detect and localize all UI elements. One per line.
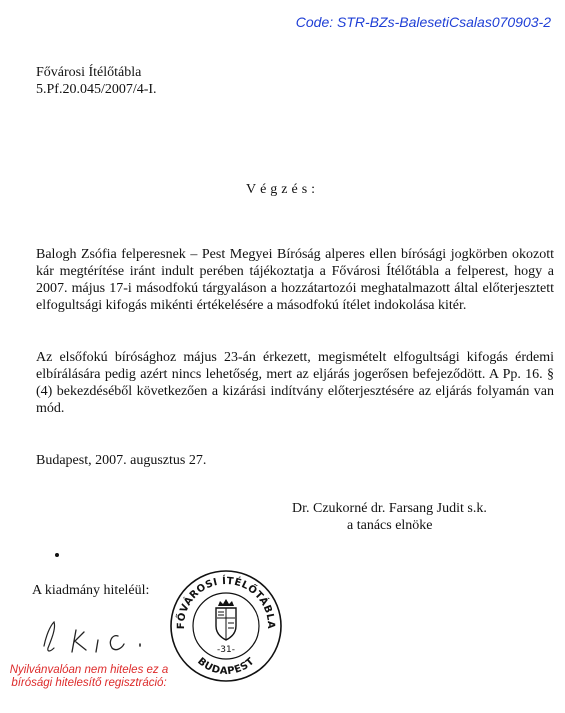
ink-dot (55, 553, 59, 557)
authentication-label: A kiadmány hiteléül: (32, 583, 150, 598)
stamp-bottom-text: BUDAPEST (195, 655, 257, 678)
court-header (36, 64, 157, 98)
place-and-date: Budapest, 2007. augusztus 27. (36, 453, 207, 468)
court-name: Fővárosi Ítélőtábla (36, 65, 142, 80)
signatory-block (292, 500, 487, 534)
registry-note-line-2: bírósági hitelesítő regisztráció: (11, 677, 167, 689)
document-title: Végzés: (245, 182, 320, 197)
stamp-top-text: FŐVÁROSI ÍTÉLŐTÁBLA (175, 575, 277, 630)
case-number: 5.Pf.20.045/2007/4-I. (36, 82, 157, 97)
registry-note-line-1: Nyilvánvalóan nem hiteles ez a (9, 664, 169, 676)
registry-warning-note (0, 664, 178, 690)
body-paragraph-1: Balogh Zsófia felperesnek – Pest Megyei Bíróság alperes ellen bírósági jogkörben okozott kár megtérítése iránt indult perében tájékoztatja a Fővárosi Ítélőtábla a felperest, hogy a 2007. május 17-i másodfokú tárgyaláson a hozzátartozói meghatalmazott által előterjesztett elfogultsági kifogás mikénti értékelésére a másodfokú ítélet indokolása kitér. (36, 247, 554, 313)
signatory-name: Dr. Czukorné dr. Farsang Judit s.k. (292, 501, 487, 516)
court-seal-stamp (168, 568, 284, 684)
handwritten-signature (36, 618, 166, 658)
stamp-number: -31- (217, 645, 235, 655)
coat-of-arms-icon (216, 599, 236, 640)
signatory-role: a tanács elnöke (347, 518, 433, 533)
body-paragraph-2: Az elsőfokú bírósághoz május 23-án érkezett, megismételt elfogultsági kifogás érdemi elbírálására pedig azért nincs lehetőség, mert az eljárás jogerősen befejeződött. A Pp. 16. § (4) bekezdéséből következően a kizárási indítvány előterjesztésére az eljárás folyamán van mód. (36, 350, 554, 416)
document-code-label: Code: STR-BZs-BalesetiCsalas070903-2 (295, 14, 551, 30)
